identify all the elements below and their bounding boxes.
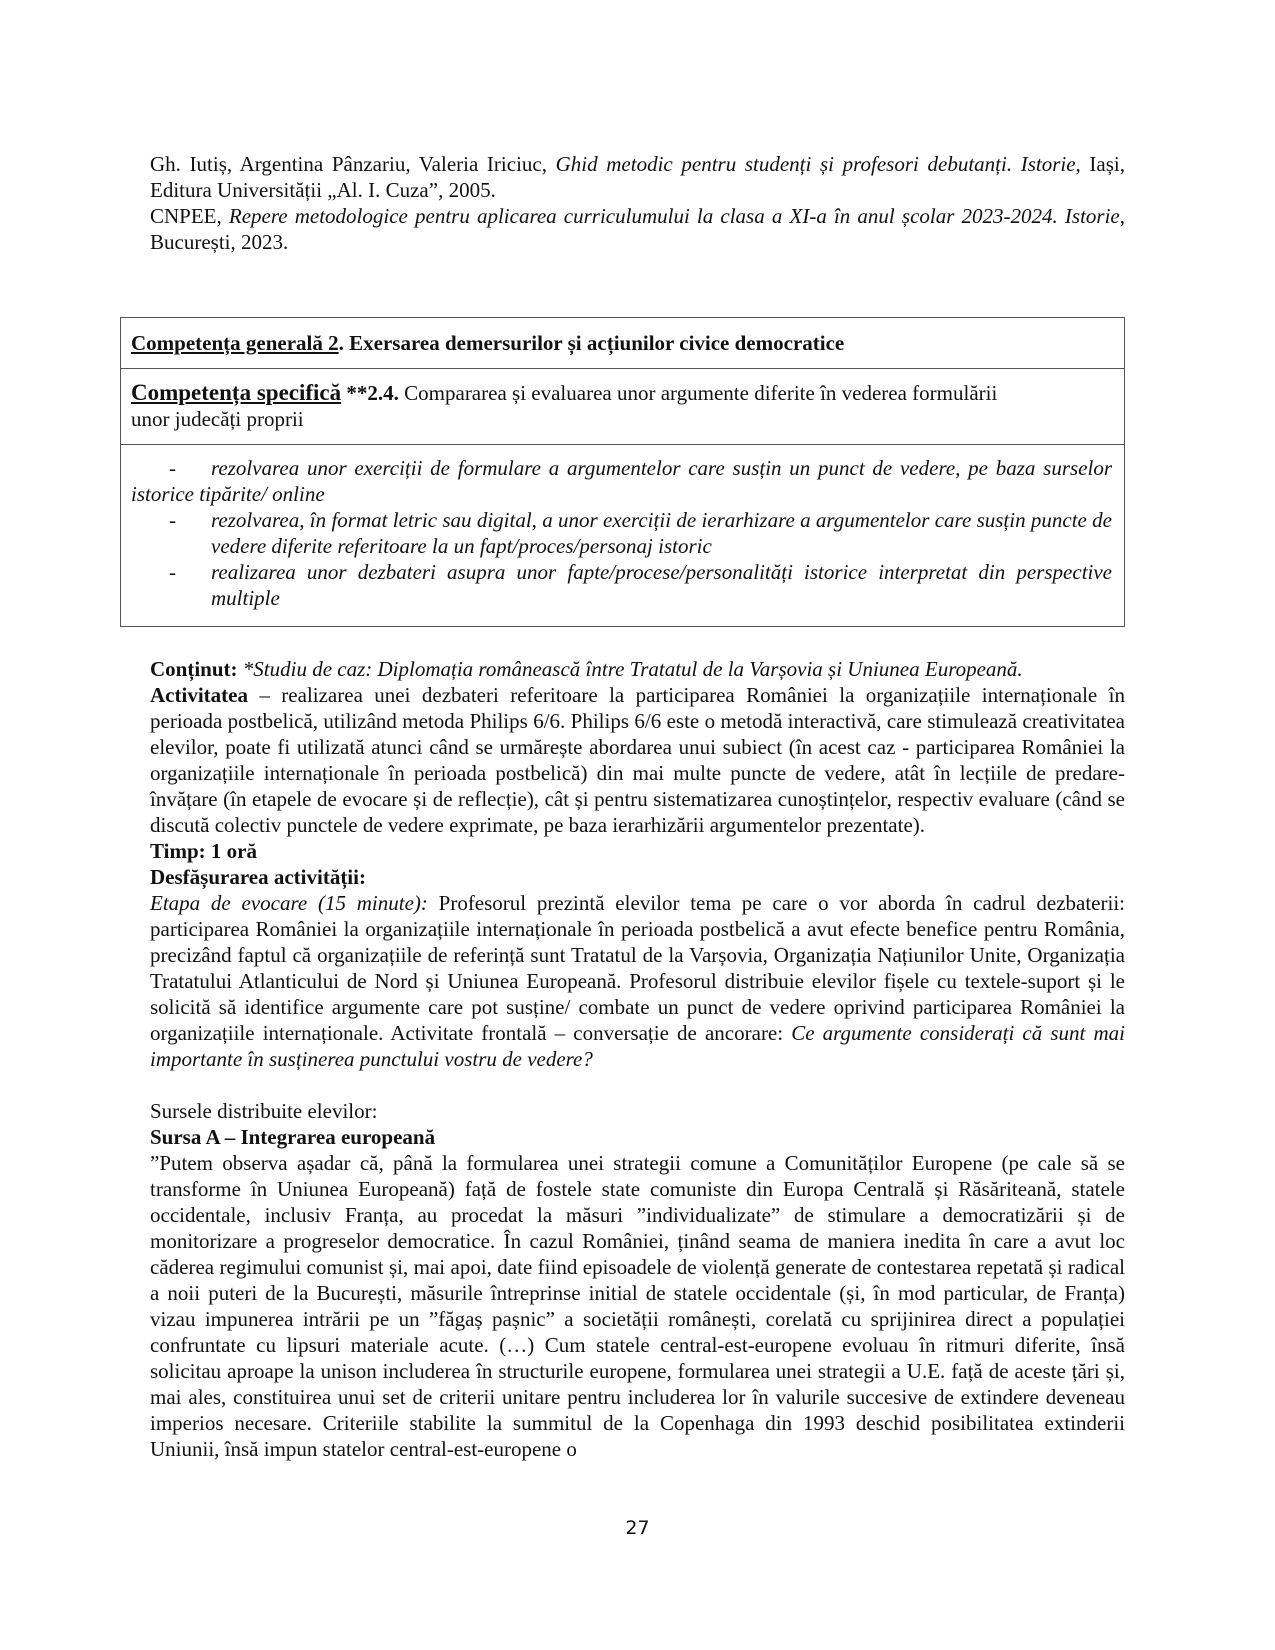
sursa-a-text: ”Putem observa așadar că, până la formularea unei strategii comune a Comunităților Europene (pe cale să se transforme în Uniunea Europeană) față de fostele state comuniste din Europa Centrală și Răsăriteană, statele occidentale, inclusiv Franța, au procedat la măsuri ”individualizate” de stimulare a democratizării și de monitorizare a progreselor democratice. În cazul României, ținând seama de maniera inedita în care a avut loc căderea regimului comunist și, mai apoi, date fiind episoadele de violență generate de contestarea repetată și radical a noii puteri de la București, măsurile întreprinse initial de statele occidentale (și, în mod particular, de Franța) vizau impunerea intrării pe un ”făgaș pașnic” a societății românești, corelată cu sprijinirea direct a populației confruntate cu lipsuri materiale acute. (…) Cum statele central-est-europene evoluau în ritmuri diferite, însă solicitau aproape la unison includerea în structurile europene, formularea unei strategii a U.E. față de aceste țări și, mai ales, constituirea unui set de criterii unitare pentru includerea lor în valurile succesive de extindere deveneau imperios necesare. Criteriile stabilite la summitul de la Copenhaga din 1993 deschid posibilitatea extinderii Uniunii, însă impun statelor central-est-europene o	[150, 1151, 1125, 1461]
evocare-question: Ce argumente considerați că sunt mai importante în susținerea punctului vostru de vedere?	[150, 1021, 1125, 1071]
list-item: - rezolvarea unor exerciții de formulare a argumentelor care susțin un punct de vedere, pe baza surselor istorice tipărite/ online	[131, 456, 1112, 506]
reference-entry: Gh. Iutiș, Argentina Pânzariu, Valeria Iriciuc, Ghid metodic pentru studenți și profesori debutanți. Istorie, Iași, Editura Universității „Al. I. Cuza”, 2005.	[150, 152, 1126, 202]
continut-paragraph: Conținut: *Studiu de caz: Diplomația românească între Tratatul de la Varșovia și Uniunea Europeană.	[150, 657, 1023, 681]
specific-competence-text: Compararea și evaluarea unor argumente diferite în vederea formulării unor judecăți proprii	[131, 381, 998, 431]
evocare-label: Etapa de evocare (15 minute):	[150, 891, 428, 915]
general-competence-row	[121, 318, 1124, 369]
desfasurare-heading: Desfășurarea activității:	[150, 865, 366, 889]
bibliography	[150, 151, 1125, 255]
list-item: - realizarea unor dezbateri asupra unor fapte/procese/personalități istorice interpretat din perspective multiple	[169, 560, 1112, 610]
evocare-paragraph: Etapa de evocare (15 minute): Profesorul prezintă elevilor tema pe care o vor aborda în cadrul dezbaterii: participarea României la organizațiile internaționale în perioada postbelică a avut efecte benefice pentru România, precizând faptul că organizațiile de referință sunt Tratatul de la Varșovia, Organizația Națiunilor Unite, Organizația Tratatului Atlanticului de Nord și Uniunea Europeană. Profesorul distribuie elevilor fișele cu textele-suport și le solicită să identifice argumente care pot susține/ combate un punct de vedere oprivind participarea României la organizațiile internaționale. Activitate frontală – conversație de ancorare: Ce argumente considerați că sunt mai importante în susținerea punctului vostru de vedere?	[150, 891, 1125, 1071]
list-dash: -	[169, 508, 176, 532]
activitatea-label: Activitatea	[150, 683, 248, 707]
list-dash: -	[169, 456, 176, 480]
reference-entry: CNPEE, Repere metodologice pentru aplicarea curriculumului la clasa a XI-a în anul școlar 2023-2024. Istorie, București, 2023.	[150, 204, 1125, 254]
surse-intro: Sursele distribuite elevilor:	[150, 1099, 378, 1123]
list-dash: -	[169, 560, 176, 584]
reference-title: Ghid metodic pentru studenți și profesori debutanți. Istorie	[555, 152, 1076, 176]
general-competence-text: . Exersarea demersurilor și acțiunilor civice democratice	[338, 331, 845, 355]
continut-label: Conținut:	[150, 657, 238, 681]
specific-competence-code: **2.4.	[341, 381, 399, 405]
sursa-a-heading: Sursa A – Integrarea europeană	[150, 1125, 436, 1149]
general-competence-label: Competența generală 2	[131, 331, 339, 355]
specific-competence-row	[121, 368, 1124, 445]
activities-row	[121, 444, 1124, 626]
specific-competence-label: Competența specifică	[131, 380, 342, 405]
timp-heading: Timp: 1 oră	[150, 839, 257, 863]
reference-title: Repere metodologice pentru aplicarea curriculumului la clasa a XI-a în anul școlar 2023-2024. Istorie	[228, 204, 1120, 228]
page-number: 27	[625, 1517, 650, 1539]
lesson-content	[150, 656, 1125, 1462]
activitatea-paragraph: Activitatea – realizarea unei dezbateri referitoare la participarea României la organizațiile internaționale în perioada postbelică, utilizând metoda Philips 6/6. Philips 6/6 este o metodă interactivă, care stimulează creativitatea elevilor, poate fi utilizată atunci când se urmărește abordarea unui subiect (în acest caz - participarea României la organizațiile internaționale în perioada postbelică) din mai multe puncte de vedere, atât în lecțiile de predare-învățare (în etapele de evocare și de reflecție), cât și pentru sistematizarea cunoștințelor, respectiv evaluare (când se discută colectiv punctele de vedere exprimate, pe baza ierarhizării argumentelor prezentate).	[150, 683, 1125, 837]
competence-table	[120, 317, 1125, 627]
list-item: - rezolvarea, în format letric sau digital, a unor exerciții de ierarhizare a argumentelor care susțin puncte de vedere diferite referitoare la un fapt/proces/personaj istoric	[169, 508, 1112, 558]
